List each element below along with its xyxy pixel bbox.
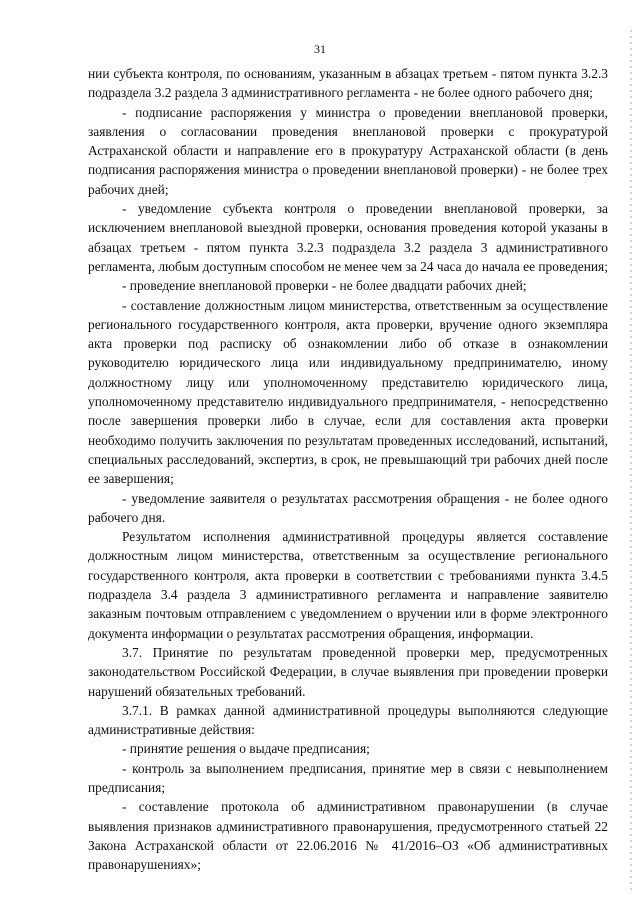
section-heading-3-7: 3.7. Принятие по результатам проведенной проверки мер, предусмотренных законодательством Российской Федерации, в случае выявления при проведении проверки нарушений обязательных требований. xyxy=(88,644,608,699)
list-item-order-decision: - принятие решения о выдаче предписания; xyxy=(122,741,370,757)
list-item-protocol: - составление протокола об административном правонарушении (в случае выявления признаков административного правонарушения, предусмотренного статьей 22 Закона Астраханской области от 22.06.2016 № 41/2016–ОЗ «Об административных правонарушениях»; xyxy=(88,799,608,873)
scan-edge-line xyxy=(630,30,632,890)
paragraph-continuation: нии субъекта контроля, по основаниям, указанным в абзацах третьем - пятом пункта 3.2.3 подраздела 3.2 раздела 3 административного регламента - не более одного рабочего дня; xyxy=(88,66,608,101)
list-item-order-control: - контроль за выполнением предписания, принятие мер в связи с невыполнением предписания; xyxy=(88,760,608,795)
subsection-3-7-1: 3.7.1. В рамках данной административной процедуры выполняются следующие административные действия: xyxy=(88,702,608,738)
list-item-applicant-notification: - уведомление заявителя о результатах рассмотрения обращения - не более одного рабочего дня. xyxy=(88,490,608,525)
list-item-inspection-duration: - проведение внеплановой проверки - не более двадцати рабочих дней; xyxy=(122,278,527,294)
page-number: 31 xyxy=(314,42,326,56)
list-item-notification-subject: - уведомление субъекта контроля о проведении внеплановой проверки, за исключением внеплановой выездной проверки, основания проведения которой указаны в абзацах третьем - пятом пункта 3.2.3 подраздела 3.2 раздела 3 административного регламента, любым доступным способом не менее чем за 24 часа до начала ее проведения; xyxy=(88,201,608,274)
document-body xyxy=(88,64,608,874)
list-item-signing-order: - подписание распоряжения у министра о проведении внеплановой проверки, заявления о согласовании проведения внеплановой проверки с прокуратурой Астраханской области и направление его в прокуратуру Астраханской области (в день подписания распоряжения министра о проведении внеплановой проверки) - не более трех рабочих дней; xyxy=(88,104,608,197)
list-item-inspection-act: - составление должностным лицом министерства, ответственным за осуществление регионального государственного контроля, акта проверки, вручение одного экземпляра акта проверки под расписку об ознакомлении либо об отказе в ознакомлении руководителю юридического лица или индивидуальному предпринимателю, иному должностному лицу или уполномоченному представителю юридического лица, уполномоченному представителю индивидуального предпринимателя, - непосредственно после завершения проверки либо в случае, если для составления акта проверки необходимо получить заключения по результатам проведенных исследований, испытаний, специальных расследований, экспертиз, в срок, не превышающий три рабочих дней после ее завершения; xyxy=(88,297,608,487)
paragraph-procedure-result: Результатом исполнения административной процедуры является составление должностным лицом министерства, ответственным за осуществление регионального государственного контроля, акта проверки в соответствии с требованиями пункта 3.4.5 подраздела 3.4 раздела 3 административного регламента и направление заявителю заказным почтовым отправлением с уведомлением о вручении или в форме электронного документа информации о результатах рассмотрения обращения, информации. xyxy=(88,529,608,641)
